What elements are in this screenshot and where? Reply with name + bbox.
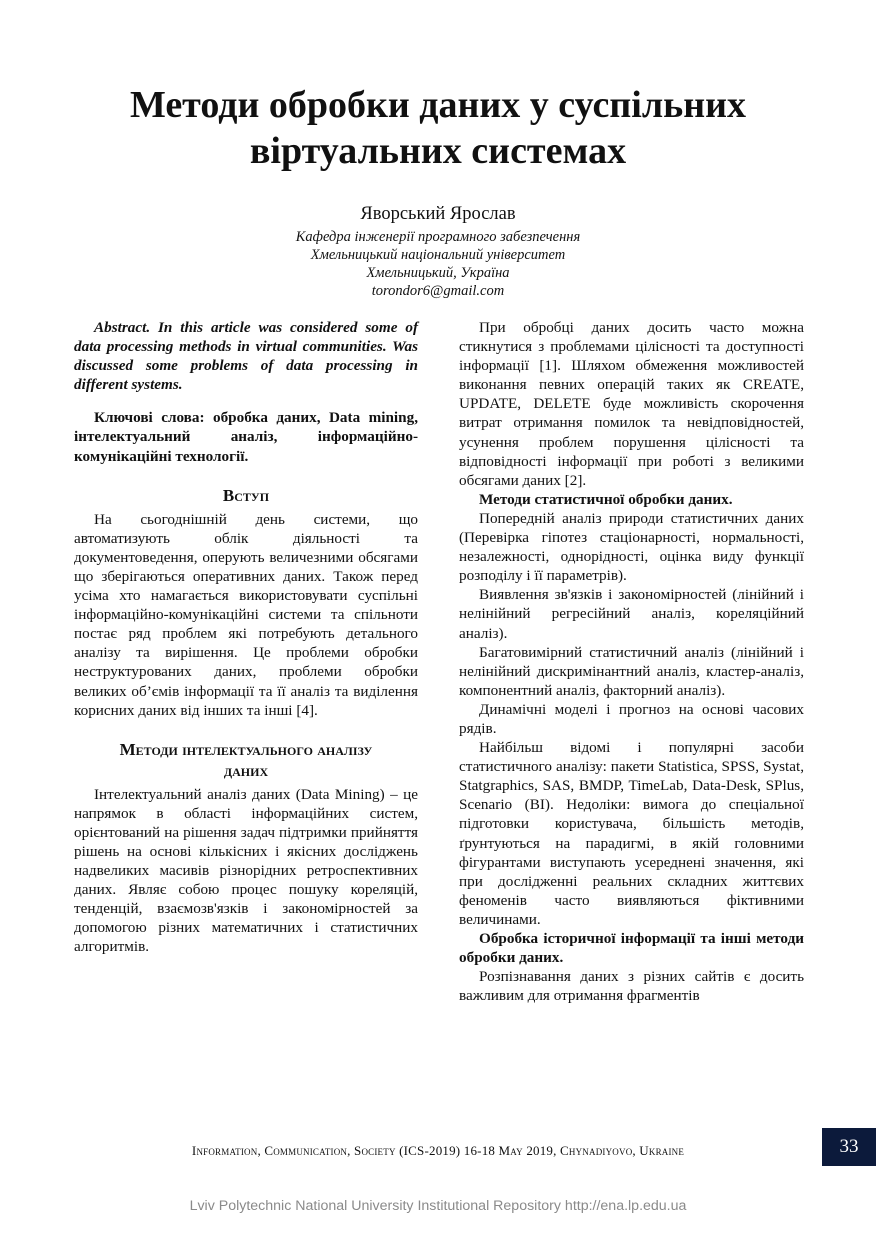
author-email: torondor6@gmail.com: [371, 283, 505, 299]
paper-title: [60, 82, 816, 174]
integrity-paragraph: При обробці даних досить часто можна стикнутися з проблемами цілісності та доступності інформації [1]. Шляхом обмеження можливостей виконання певних операцій таких як CREATE, UPDATE, DELETE буде можливість скорочення витрат отримання помилок та невідповідностей, усунення проблем порушення цілісності та відповідності інформації при роботі з великими обсягами даних [2].: [459, 319, 804, 489]
repository-watermark: Lviv Polytechnic National University Institutional Repository http://ena.lp.edu.ua: [189, 1198, 687, 1214]
intro-paragraph: На сьогоднішній день системи, що автоматизують облік діяльності та документоведення, оперують величезними обсягами що зберігаються оперативних даних. Також перед усіма хто намагається використовувати суспільні інформаційно-комунікаційні системи та спільноти постає ряд проблем які потребують детального аналізу та вирішення. Це проблеми обробки неструктурованих даних, проблеми обробки великих об’ємів інформації та її аналіз та виділення корисних даних від інших та інші [4].: [74, 510, 418, 719]
left-column: [74, 318, 418, 957]
multivariate-paragraph: Багатовимірний статистичний аналіз (лінійний і нелінійний дискримінантний аналіз, кластер-аналіз, компонентний аналіз, факторний аналіз).: [459, 643, 804, 699]
methods-heading: [74, 739, 418, 781]
abstract: Abstract. In this article was considered some of data processing methods in virtual communities. Was discussed some problems of data processing in different systems.: [74, 319, 418, 394]
affiliation-university: Хмельницький національний університет: [310, 247, 566, 263]
keywords: Ключові слова: обробка даних, Data mining, інтелектуальний аналіз, інформаційно-комунікаційні технології.: [74, 409, 418, 465]
page-number: 33: [839, 1136, 859, 1157]
methods-paragraph: Інтелектуальний аналіз даних (Data Mining) – це напрямок в області інформаційних систем, орієнтований на рішення задач підтримки прийняття рішень на основі кількісних і якісних досліджень надвеликих масивів різнорідних ретроспективних даних. Являє собою процес пошуку кореляцій, тенденцій, взаємозв'язків і закономірностей за допомогою різних математичних і статистичних алгоритмів.: [74, 785, 418, 956]
page-number-box: [822, 1128, 876, 1166]
affiliation: [0, 228, 876, 300]
historical-heading: Обробка історичної інформації та інші методи обробки даних.: [459, 930, 804, 967]
affiliation-department: Кафедра інженерії програмного забезпечення: [295, 229, 581, 245]
tools-paragraph: Найбільш відомі і популярні засоби статистичного аналізу: пакети Statistica, SPSS, Systat, Statgraphics, SAS, BMDP, TimeLab, Data-Desk, SPlus, Scenario (BI). Недоліки: вимога до спеціальної підготовки користувача, більшість методів, ґрунтуються на парадигмі, в якій головними фігурантами виступають усереднені значення, які при дослідженні реальних складних життєвих феноменів часто виявляються фіктивними величинами.: [459, 739, 804, 928]
stat-methods-heading: Методи статистичної обробки даних.: [479, 490, 733, 508]
conference-footer: Information, Communication, Society (ICS-2019) 16-18 May 2019, Chynadiyovo, Ukraine: [191, 1143, 685, 1158]
preliminary-analysis-paragraph: Попередній аналіз природи статистичних даних (Перевірка гіпотез стаціонарності, нормальності, незалежності, однорідності, оцінка виду функції розподілу і її параметрів).: [459, 509, 804, 585]
recognition-paragraph: Розпізнавання даних з різних сайтів є досить важливим для отримання фрагментів: [459, 968, 804, 1005]
dynamic-models-paragraph: Динамічні моделі і прогноз на основі часових рядів.: [459, 700, 804, 737]
relations-paragraph: Виявлення зв'язків і закономірностей (лінійний і нелінійний регресійний аналіз, кореляційний аналіз).: [459, 586, 804, 642]
intro-heading: Вступ: [222, 485, 270, 505]
methods-heading-line-1: Методи інтелектуального аналізу: [119, 739, 373, 759]
author-name: Яворський Ярослав: [360, 204, 516, 224]
affiliation-city: Хмельницький, Україна: [366, 265, 510, 281]
title-line-1: Методи обробки даних у суспільних: [129, 84, 747, 126]
methods-heading-line-2: даних: [223, 760, 269, 780]
title-line-2: віртуальних системах: [249, 130, 627, 172]
right-column: [459, 318, 804, 1005]
